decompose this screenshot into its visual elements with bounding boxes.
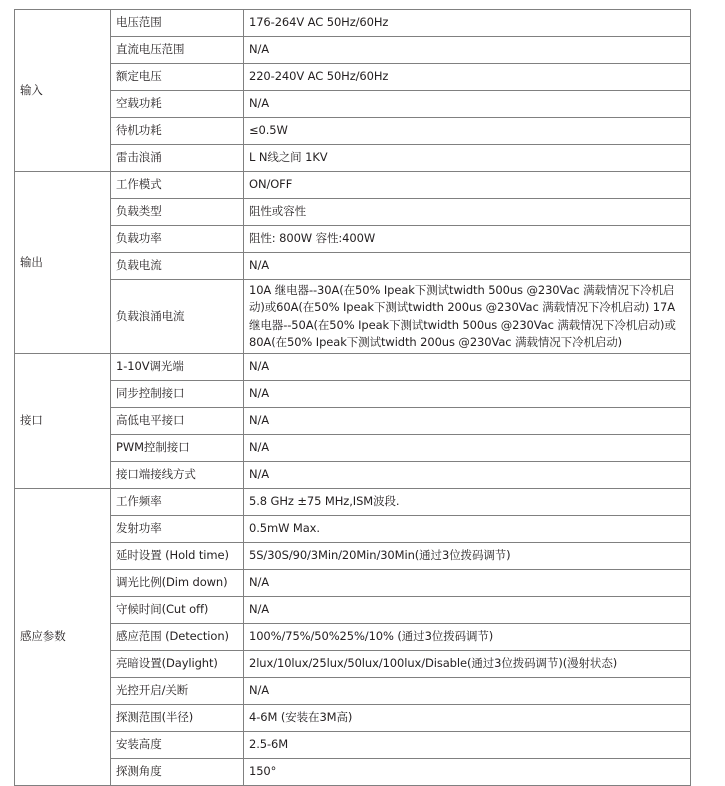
parameter-value-cell: 10A 继电器--30A(在50% Ipeak下测试twidth 500us @230Vac 满载情况下冷机启动)或60A(在50% Ipeak下测试twidth 200us @230Vac 满载情况下冷机启动) 17A 继电器--50A(在50% Ipeak下测试twidth 500us @230Vac 满载情况下冷机启动)或80A(在50% Ipeak下测试twidth 200us @230Vac 满载情况下冷机启动) (244, 280, 691, 354)
parameter-value-cell: 阻性: 800W 容性:400W (244, 226, 691, 253)
parameter-name-cell: 负载浪涌电流 (111, 280, 244, 354)
parameter-name-cell: 工作频率 (111, 489, 244, 516)
parameter-value-cell: 220-240V AC 50Hz/60Hz (244, 64, 691, 91)
parameter-name-cell: 调光比例(Dim down) (111, 570, 244, 597)
parameter-name-cell: 负载电流 (111, 253, 244, 280)
parameter-value-cell: 4-6M (安装在3M高) (244, 705, 691, 732)
table-row (15, 705, 691, 732)
group-label-cell: 输入 (15, 10, 111, 172)
group-label-cell: 输出 (15, 172, 111, 354)
group-label-cell: 感应参数 (15, 489, 111, 786)
parameter-value-cell: ON/OFF (244, 172, 691, 199)
parameter-name-cell: 待机功耗 (111, 118, 244, 145)
group-label-cell: 接口 (15, 354, 111, 489)
table-row (15, 354, 691, 381)
parameter-name-cell: 工作模式 (111, 172, 244, 199)
parameter-value-cell: 100%/75%/50%25%/10% (通过3位拨码调节) (244, 624, 691, 651)
table-row (15, 91, 691, 118)
parameter-name-cell: 1-10V调光端 (111, 354, 244, 381)
parameter-name-cell: 雷击浪涌 (111, 145, 244, 172)
parameter-value-cell: N/A (244, 678, 691, 705)
specification-table (14, 9, 691, 786)
table-row (15, 37, 691, 64)
table-row (15, 118, 691, 145)
parameter-value-cell: N/A (244, 381, 691, 408)
parameter-name-cell: 高低电平接口 (111, 408, 244, 435)
table-row (15, 624, 691, 651)
parameter-value-cell: L N线之间 1KV (244, 145, 691, 172)
parameter-name-cell: 延时设置 (Hold time) (111, 543, 244, 570)
table-row (15, 489, 691, 516)
parameter-value-cell: N/A (244, 597, 691, 624)
table-row (15, 64, 691, 91)
table-row (15, 570, 691, 597)
parameter-value-cell: N/A (244, 91, 691, 118)
parameter-name-cell: 守候时间(Cut off) (111, 597, 244, 624)
parameter-value-cell: 0.5mW Max. (244, 516, 691, 543)
table-row (15, 462, 691, 489)
table-row (15, 280, 691, 354)
parameter-name-cell: PWM控制接口 (111, 435, 244, 462)
parameter-value-cell: N/A (244, 253, 691, 280)
parameter-value-cell: 5.8 GHz ±75 MHz,ISM波段. (244, 489, 691, 516)
parameter-value-cell: 176-264V AC 50Hz/60Hz (244, 10, 691, 37)
parameter-name-cell: 感应范围 (Detection) (111, 624, 244, 651)
table-row (15, 408, 691, 435)
table-row (15, 172, 691, 199)
parameter-value-cell: N/A (244, 462, 691, 489)
parameter-value-cell: 2lux/10lux/25lux/50lux/100lux/Disable(通过3位拨码调节)(漫射状态) (244, 651, 691, 678)
parameter-name-cell: 亮暗设置(Daylight) (111, 651, 244, 678)
parameter-name-cell: 接口端接线方式 (111, 462, 244, 489)
parameter-value-cell: 5S/30S/90/3Min/20Min/30Min(通过3位拨码调节) (244, 543, 691, 570)
parameter-name-cell: 探测角度 (111, 759, 244, 786)
parameter-value-cell: N/A (244, 37, 691, 64)
table-row (15, 10, 691, 37)
table-row (15, 759, 691, 786)
table-row (15, 435, 691, 462)
parameter-name-cell: 负载功率 (111, 226, 244, 253)
parameter-name-cell: 负载类型 (111, 199, 244, 226)
table-row (15, 543, 691, 570)
table-row (15, 145, 691, 172)
parameter-name-cell: 光控开启/关断 (111, 678, 244, 705)
table-row (15, 253, 691, 280)
parameter-name-cell: 额定电压 (111, 64, 244, 91)
parameter-name-cell: 同步控制接口 (111, 381, 244, 408)
table-body (15, 10, 691, 786)
parameter-value-cell: 阻性或容性 (244, 199, 691, 226)
table-row (15, 651, 691, 678)
table-row (15, 226, 691, 253)
parameter-value-cell: N/A (244, 435, 691, 462)
parameter-name-cell: 安装高度 (111, 732, 244, 759)
parameter-name-cell: 直流电压范围 (111, 37, 244, 64)
parameter-name-cell: 探测范围(半径) (111, 705, 244, 732)
parameter-value-cell: 2.5-6M (244, 732, 691, 759)
table-row (15, 516, 691, 543)
table-row (15, 199, 691, 226)
parameter-value-cell: N/A (244, 570, 691, 597)
parameter-value-cell: N/A (244, 354, 691, 381)
parameter-value-cell: ≤0.5W (244, 118, 691, 145)
table-row (15, 381, 691, 408)
parameter-name-cell: 发射功率 (111, 516, 244, 543)
parameter-value-cell: N/A (244, 408, 691, 435)
parameter-name-cell: 电压范围 (111, 10, 244, 37)
parameter-name-cell: 空载功耗 (111, 91, 244, 118)
parameter-value-cell: 150° (244, 759, 691, 786)
table-row (15, 597, 691, 624)
table-row (15, 732, 691, 759)
table-row (15, 678, 691, 705)
